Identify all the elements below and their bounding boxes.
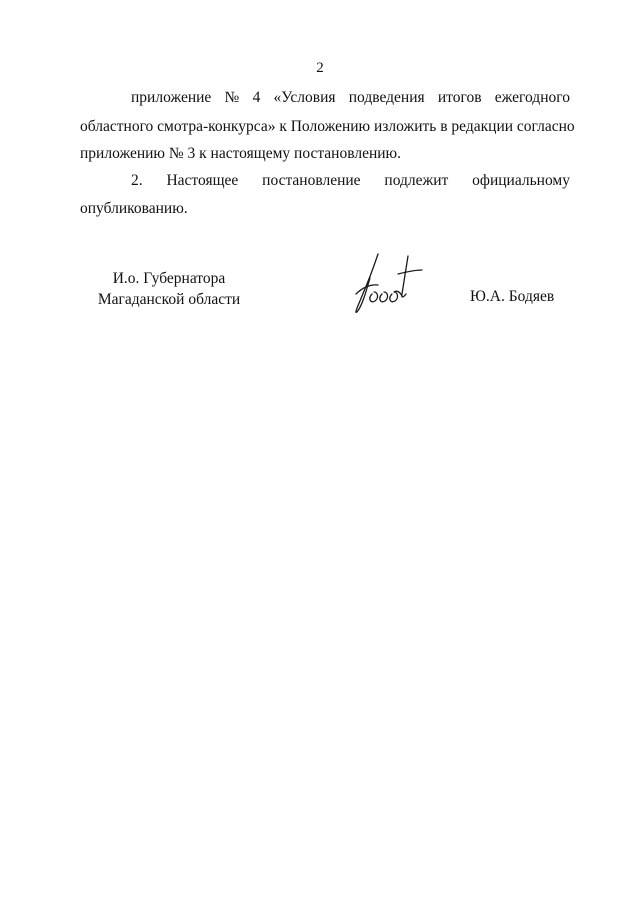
page-number: 2 — [316, 60, 324, 76]
word: приложение — [131, 89, 212, 106]
word: Настоящее — [166, 172, 239, 189]
word: № — [224, 89, 240, 106]
signatory-position-line-2: Магаданской области — [97, 291, 241, 308]
paragraph-1-line-2: областного смотра-конкурса» к Положению изложить в редакции согласно — [80, 118, 575, 135]
word: «Условия — [273, 89, 336, 106]
paragraph-2-line-1 — [131, 171, 570, 191]
signatory-position-line-1: И.о. Губернатора — [112, 270, 226, 287]
word: официальному — [472, 172, 570, 189]
signatory-position — [84, 268, 254, 310]
word: ежегодного — [494, 89, 570, 106]
word: постановление — [262, 172, 361, 189]
paragraph-1-line-1 — [131, 88, 570, 108]
word: итогов — [437, 89, 482, 106]
signatory-name: Ю.А. Бодяев — [470, 288, 555, 305]
paragraph-2-line-2: опубликованию. — [80, 200, 188, 217]
word: 4 — [252, 89, 261, 106]
handwritten-signature — [348, 248, 426, 316]
word: подведения — [348, 89, 425, 106]
word: 2. — [131, 172, 143, 189]
word: подлежит — [384, 172, 449, 189]
paragraph-1-line-3: приложению № 3 к настоящему постановлению. — [80, 145, 401, 162]
